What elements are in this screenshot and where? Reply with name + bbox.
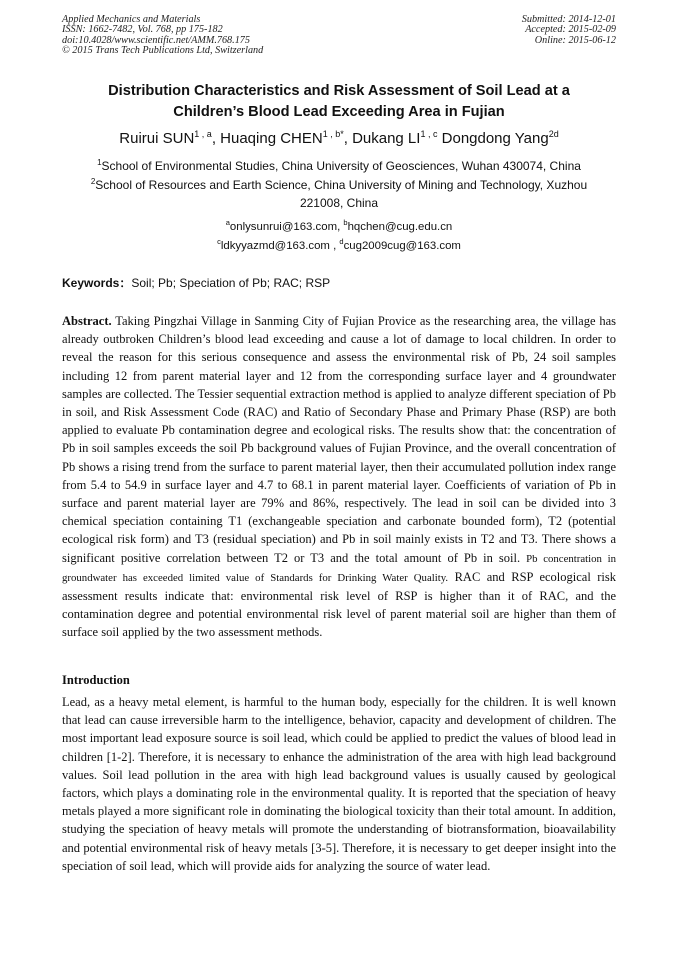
introduction-paragraph: Lead, as a heavy metal element, is harmful to the human body, especially for the children. It is well known that lead can cause irreversible harm to the intelligence, behavior, capacity and development of children. The most important lead exposure source is soil lead, which could be applied to predict the values of blood lead in children [1-2]. Therefore, it is necessary to enhance the administration of the area with high lead background values. Soil lead pollution in the area with high lead background values is usually caused by geological factors, which plays a dominating role in the environmental quality. It is reported that the speciation of heavy metals played a more significant role in dominating the biological toxicity than their total amount. In addition, studying the speciation of heavy metals will promote the understanding of biotransformation, bioavailability and potential environmental risk of heavy metals [3-5]. Therefore, it is necessary to get deeper insight into the speciation of soil lead, which will provide aids for analyzing the source of water lead. <box>62 695 616 873</box>
keywords-label: Keywords： <box>62 276 132 290</box>
affiliation-sup: 2 <box>90 176 96 186</box>
section-heading-introduction: Introduction <box>62 673 130 687</box>
keywords-text: Soil; Pb; Speciation of Pb; RAC; RSP <box>131 276 331 290</box>
email-sup: b <box>343 218 348 227</box>
issn: ISSN: 1662-7482, Vol. 768, pp 175-182 <box>62 24 223 36</box>
doi: doi:10.4028/www.scientific.net/AMM.768.175 <box>62 34 250 46</box>
affiliation-text: School of Resources and Earth Science, China University of Mining and Technology, Xuzhou <box>95 177 588 192</box>
affiliations <box>62 157 616 213</box>
title-line-1: Distribution Characteristics and Risk Assessment of Soil Lead at a <box>108 83 570 99</box>
title-line-2: Children’s Blood Lead Exceeding Area in Fujian <box>173 104 505 120</box>
email-d[interactable]: cug2009cug@163.com <box>343 239 461 252</box>
accepted-date: Accepted: 2015-02-09 <box>525 24 616 36</box>
author-name: Ruirui SUN <box>119 130 195 147</box>
author-emails <box>62 218 616 255</box>
email-sup: c <box>217 236 221 246</box>
email-line-2 <box>62 237 616 256</box>
author-sup: 1 , c <box>420 129 438 139</box>
copyright: © 2015 Trans Tech Publications Ltd, Switzerland <box>62 45 264 57</box>
email-b[interactable]: hqchen@cug.edu.cn <box>347 221 453 233</box>
author-sup: 2d <box>548 129 559 139</box>
paper-title <box>62 81 616 123</box>
author-name: Huaqing CHEN <box>220 130 323 147</box>
email-c[interactable]: ldkyyazmd@163.com <box>220 239 330 252</box>
author-sup: 1 , a <box>194 129 212 139</box>
online-date: Online: 2015-06-12 <box>534 34 616 46</box>
author-list <box>62 129 616 149</box>
email-a[interactable]: onlysunrui@163.com <box>229 221 338 233</box>
journal-name: Applied Mechanics and Materials <box>62 14 201 25</box>
affiliation-2 <box>62 176 616 195</box>
abstract-label: Abstract. <box>62 314 112 328</box>
abstract-text-cont: RAC and RSP ecological risk assessment results indicate that: environmental risk level of RSP is higher than it of RAC, and the contamination degree and potential environmental risk level of parent material soil are higher than them of surface soil applied by the two assessment methods. <box>62 569 617 640</box>
abstract <box>62 312 616 642</box>
email-line-1 <box>62 218 616 237</box>
affiliation-sup: 1 <box>97 158 102 167</box>
journal-info <box>62 15 392 57</box>
email-sup: d <box>339 236 344 246</box>
publication-dates <box>396 15 616 46</box>
author-sep: , <box>343 130 353 147</box>
submitted-date: Submitted: 2014-12-01 <box>521 14 616 25</box>
email-sup: a <box>225 218 230 227</box>
author-sep: , <box>211 130 221 147</box>
abstract-text-small: Pb concentration in groundwater has exceeded limited value of Standards for Drinking Water Quality. <box>62 552 616 584</box>
email-sep: , <box>337 221 344 233</box>
author-sup: 1 , b* <box>322 129 344 139</box>
author-name: Dongdong Yang <box>441 130 549 147</box>
email-sep: , <box>329 239 340 252</box>
affiliation-2-cont: 221008, China <box>299 196 379 210</box>
affiliation-1 <box>62 157 616 176</box>
affiliation-text: School of Environmental Studies, China University of Geosciences, Wuhan 430074, China <box>101 159 581 173</box>
author-name: Dukang LI <box>352 130 421 147</box>
keywords <box>62 274 616 292</box>
abstract-text: Taking Pingzhai Village in Sanming City of Fujian Provice as the researching area, the village has already outbroken Children’s blood lead exceeding and cause a lot of damage to local children. In order to reveal the reason for this serious consequence and assess the environmental risk of Pb, 24 soil samples including 12 from parent material layer and 12 from the corresponding surface layer and 4 groundwater samples are collected. The Tessier sequential extraction method is applied to analyze different speciation of Pb in soil, and Risk Assessment Code (RAC) and Ratio of Secondary Phase and Primary Phase (RSP) are both applied to evaluate Pb contamination degree and ecological risks. The results show that: the concentration of Pb in soil samples exceeds the soil Pb background values of Fujian Province, and the overall concentration of Pb shows a rising trend from the surface to parent material layer, then their accumulated pollution index range from 5.4 to 54.9 in surface layer and 4.7 to 68.1 in parent material layer. Coefficients of variation of Pb in surface and parent material layer are 79% and 86%, respectively. The lead in soil can be divided into 3 chemical speciation containing T1 (exchangeable speciation and carbonate bounded form), T2 (potential ecological risk form) and T3 (residual speciation) and Pb in soil mainly exists in T2 and T3. There shows a significant positive correlation between T2 or T3 and the total amount of Pb in soil. <box>62 314 616 565</box>
